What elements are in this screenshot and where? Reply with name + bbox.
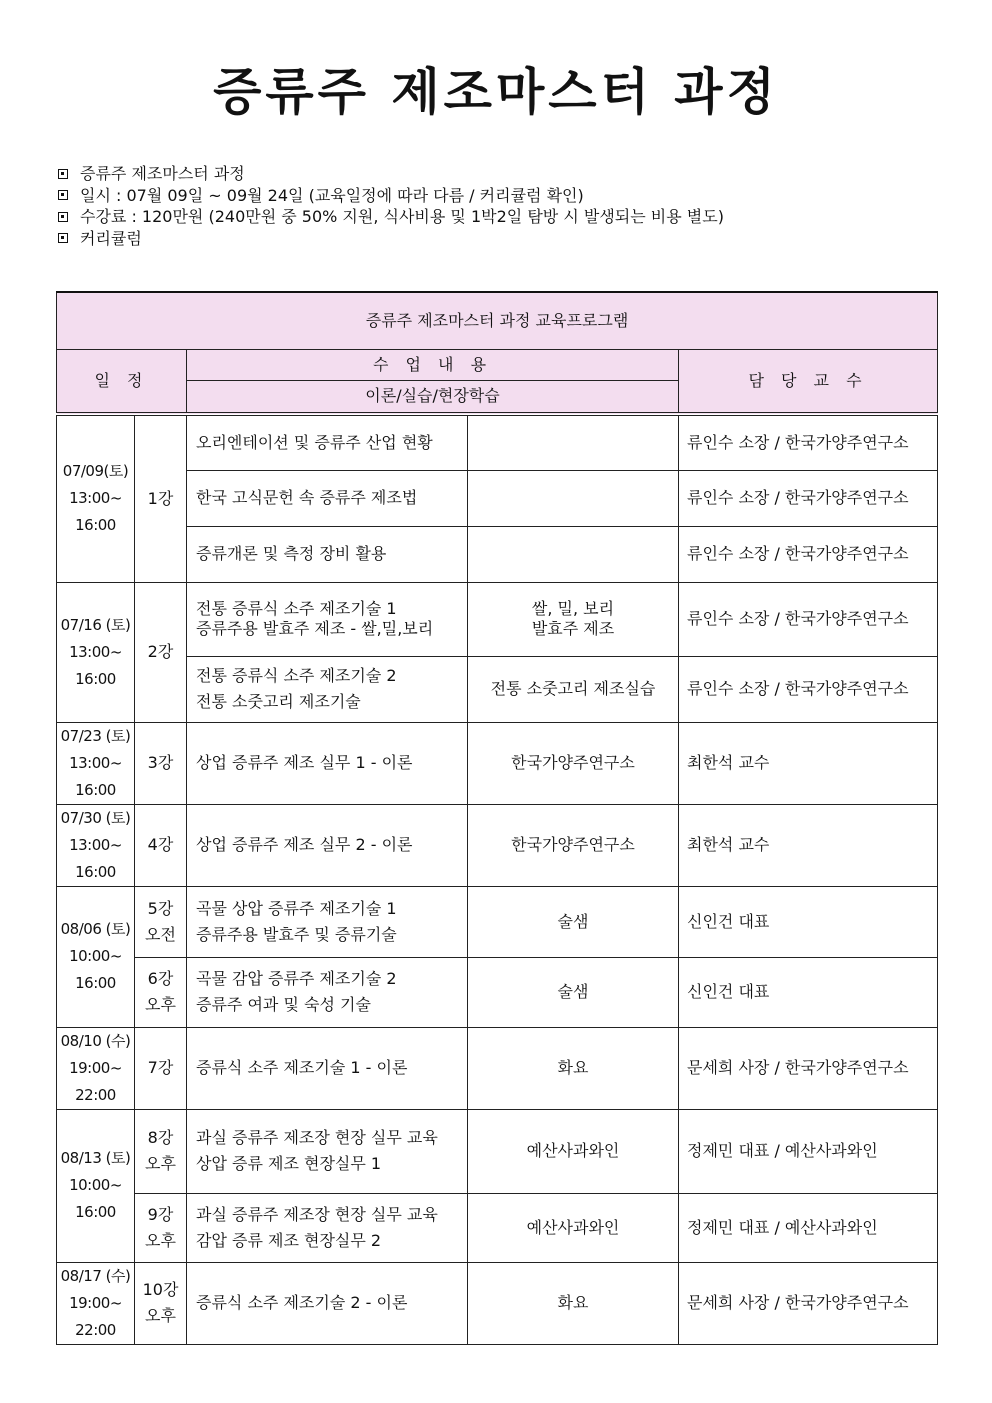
content-cell — [187, 722, 468, 804]
content-cell — [187, 656, 468, 722]
place-cell — [468, 957, 679, 1027]
content-text: 곡물 감압 증류주 제조기술 2 — [196, 969, 397, 988]
square-bullet-icon — [58, 190, 68, 200]
lecture-cell — [135, 722, 187, 804]
header-subtitle — [187, 380, 679, 414]
lecture-cell — [135, 804, 187, 886]
square-bullet-icon — [58, 169, 68, 179]
content-cell — [187, 1109, 468, 1193]
session-text: 오전 — [145, 924, 176, 944]
place-text: 쌀, 밀, 보리 — [531, 599, 615, 618]
time-text: 16:00 — [75, 780, 116, 799]
place-cell — [468, 722, 679, 804]
professor-text: 문세희 사장 / 한국가양주연구소 — [687, 1058, 909, 1077]
professor-cell — [679, 1027, 938, 1109]
place-text: 한국가양주연구소 — [511, 835, 635, 854]
date-text: 08/17 (수) — [60, 1266, 131, 1285]
professor-text: 류인수 소장 / 한국가양주연구소 — [687, 432, 909, 452]
date-text: 07/30 (토) — [60, 808, 131, 827]
table-row — [57, 1193, 938, 1262]
time-text: 16:00 — [75, 669, 116, 688]
header-schedule-text: 일 정 — [94, 370, 149, 390]
place-cell — [468, 1109, 679, 1193]
professor-text: 신인건 대표 — [687, 911, 770, 931]
professor-cell — [679, 1193, 938, 1262]
time-text: 16:00 — [75, 516, 116, 535]
content-cell — [187, 582, 468, 656]
professor-text: 류인수 소장 / 한국가양주연구소 — [687, 488, 909, 507]
place-text: 화요 — [557, 1293, 589, 1312]
header-subtitle-text: 이론/실습/현장학습 — [365, 386, 500, 406]
time-text: 13:00~ — [69, 835, 122, 854]
content-text: 전통 증류식 소주 제조기술 1 — [196, 599, 397, 618]
lecture-text: 9강 — [147, 1204, 174, 1224]
header-professor — [679, 349, 938, 414]
info-line — [58, 185, 958, 207]
professor-text: 류인수 소장 / 한국가양주연구소 — [687, 609, 909, 628]
professor-cell — [679, 804, 938, 886]
date-text: 08/10 (수) — [60, 1031, 131, 1050]
session-text: 오후 — [145, 1306, 176, 1325]
header-content-text: 수 업 내 용 — [372, 354, 493, 374]
date-text: 08/06 (토) — [60, 920, 131, 938]
session-text: 오후 — [145, 995, 176, 1014]
square-bullet-icon — [58, 233, 68, 243]
lecture-cell — [135, 1109, 187, 1193]
schedule-cell — [57, 722, 135, 804]
header-content — [187, 349, 679, 380]
time-text: 13:00~ — [69, 489, 122, 508]
info-line — [58, 206, 958, 228]
place-cell — [468, 1027, 679, 1109]
info-list — [58, 163, 958, 249]
content-cell — [187, 1027, 468, 1109]
content-cell — [187, 414, 468, 470]
schedule-cell — [57, 582, 135, 722]
date-text: 08/13 (토) — [60, 1149, 131, 1167]
professor-cell — [679, 957, 938, 1027]
professor-text: 정제민 대표 / 예산사과와인 — [687, 1217, 878, 1237]
professor-cell — [679, 414, 938, 470]
content-text: 증류주용 발효주 및 증류기술 — [196, 924, 397, 944]
table-row — [57, 414, 938, 470]
lecture-cell — [135, 414, 187, 582]
content-text: 곡물 상압 증류주 제조기술 1 — [196, 898, 397, 918]
table-row — [57, 1109, 938, 1193]
table-caption — [57, 292, 938, 349]
time-text: 16:00 — [75, 1203, 116, 1221]
time-text: 16:00 — [75, 974, 116, 992]
info-text: 커리큘럼 — [80, 228, 142, 248]
lecture-text: 8강 — [147, 1128, 174, 1147]
place-text: 술샘 — [557, 911, 589, 931]
content-text: 상업 증류주 제조 실무 2 - 이론 — [196, 835, 413, 854]
date-text: 07/23 (토) — [60, 726, 131, 745]
schedule-cell — [57, 1262, 135, 1344]
place-text: 발효주 제조 — [531, 619, 615, 638]
time-text: 10:00~ — [69, 947, 122, 965]
place-cell — [468, 582, 679, 656]
time-text: 16:00 — [75, 862, 116, 881]
schedule-cell — [57, 804, 135, 886]
time-text: 22:00 — [75, 1320, 116, 1339]
info-text: 일시 : 07월 09일 ~ 09월 24일 (교육일정에 따라 다름 / 커리큘럼 확인) — [80, 185, 584, 205]
lecture-text: 10강 — [142, 1280, 179, 1299]
place-cell — [468, 526, 679, 582]
time-text: 13:00~ — [69, 642, 122, 661]
lecture-text: 7강 — [147, 1058, 174, 1077]
time-text: 19:00~ — [69, 1293, 122, 1312]
header-professor-text: 담 당 교 수 — [748, 370, 868, 390]
content-text: 상업 증류주 제조 실무 1 - 이론 — [196, 753, 413, 772]
content-cell — [187, 886, 468, 957]
professor-text: 최한석 교수 — [687, 835, 770, 854]
lecture-text: 2강 — [147, 642, 174, 661]
info-line — [58, 228, 958, 250]
professor-text: 류인수 소장 / 한국가양주연구소 — [687, 544, 909, 563]
time-text: 10:00~ — [69, 1176, 122, 1194]
info-line — [58, 163, 958, 185]
lecture-cell — [135, 1262, 187, 1344]
place-cell — [468, 414, 679, 470]
table-row — [57, 526, 938, 582]
table-row — [57, 656, 938, 722]
table-row — [57, 582, 938, 656]
place-cell — [468, 470, 679, 526]
content-text: 과실 증류주 제조장 현장 실무 교육 — [196, 1128, 438, 1147]
lecture-text: 5강 — [147, 898, 174, 918]
place-text: 술샘 — [557, 982, 589, 1001]
time-text: 13:00~ — [69, 753, 122, 772]
table-row — [57, 722, 938, 804]
professor-text: 최한석 교수 — [687, 753, 770, 772]
professor-cell — [679, 722, 938, 804]
content-text: 한국 고식문헌 속 증류주 제조법 — [196, 488, 418, 507]
content-text: 감압 증류 제조 현장실무 2 — [196, 1230, 382, 1250]
place-cell — [468, 1193, 679, 1262]
content-cell — [187, 804, 468, 886]
professor-cell — [679, 1109, 938, 1193]
content-text: 증류주 여과 및 숙성 기술 — [196, 995, 371, 1014]
place-text: 전통 소줏고리 제조실습 — [490, 679, 656, 698]
place-text: 예산사과와인 — [526, 1141, 620, 1160]
info-text: 수강료 : 120만원 (240만원 중 50% 지원, 식사비용 및 1박2일 탐방 시 발생되는 비용 별도) — [80, 207, 724, 226]
schedule-cell — [57, 1027, 135, 1109]
document-title: 증류주 제조마스터 과정 — [213, 63, 779, 121]
content-cell — [187, 470, 468, 526]
date-text: 07/16 (토) — [60, 615, 131, 634]
content-text: 전통 증류식 소주 제조기술 2 — [196, 666, 397, 685]
content-text: 상압 증류 제조 현장실무 1 — [196, 1154, 382, 1173]
content-text: 오리엔테이션 및 증류주 산업 현황 — [196, 432, 433, 452]
schedule-cell — [57, 1109, 135, 1262]
lecture-text: 1강 — [147, 488, 174, 508]
table-row — [57, 804, 938, 886]
place-text: 한국가양주연구소 — [511, 753, 635, 772]
session-text: 오후 — [145, 1230, 176, 1250]
lecture-text: 3강 — [147, 753, 174, 772]
place-text: 예산사과와인 — [526, 1217, 620, 1237]
professor-cell — [679, 1262, 938, 1344]
curriculum-table — [56, 291, 938, 1345]
content-text: 증류개론 및 측정 장비 활용 — [196, 544, 387, 563]
professor-text: 정제민 대표 / 예산사과와인 — [687, 1141, 878, 1160]
lecture-cell — [135, 1027, 187, 1109]
professor-cell — [679, 470, 938, 526]
place-text: 화요 — [557, 1058, 589, 1077]
table-row — [57, 886, 938, 957]
lecture-cell — [135, 957, 187, 1027]
professor-cell — [679, 582, 938, 656]
session-text: 오후 — [145, 1154, 176, 1173]
schedule-cell — [57, 414, 135, 582]
place-cell — [468, 656, 679, 722]
info-text: 증류주 제조마스터 과정 — [80, 164, 245, 183]
professor-cell — [679, 656, 938, 722]
place-cell — [468, 804, 679, 886]
time-text: 19:00~ — [69, 1058, 122, 1077]
header-schedule — [57, 349, 187, 414]
table-row — [57, 1027, 938, 1109]
lecture-cell — [135, 1193, 187, 1262]
content-text: 증류식 소주 제조기술 1 - 이론 — [196, 1058, 408, 1077]
table-caption-text: 증류주 제조마스터 과정 교육프로그램 — [365, 310, 629, 330]
professor-text: 신인건 대표 — [687, 982, 770, 1001]
content-text: 증류식 소주 제조기술 2 - 이론 — [196, 1293, 408, 1312]
professor-text: 문세희 사장 / 한국가양주연구소 — [687, 1293, 909, 1312]
content-text: 증류주용 발효주 제조 - 쌀,밀,보리 — [196, 619, 434, 638]
content-text: 과실 증류주 제조장 현장 실무 교육 — [196, 1204, 438, 1224]
content-cell — [187, 957, 468, 1027]
content-cell — [187, 526, 468, 582]
content-text: 전통 소줏고리 제조기술 — [196, 692, 361, 711]
lecture-text: 4강 — [147, 835, 174, 854]
lecture-cell — [135, 582, 187, 722]
table-row — [57, 470, 938, 526]
table-row — [57, 1262, 938, 1344]
professor-cell — [679, 886, 938, 957]
content-cell — [187, 1262, 468, 1344]
date-text: 07/09(토) — [62, 462, 129, 481]
schedule-cell — [57, 886, 135, 1027]
place-cell — [468, 1262, 679, 1344]
table-row — [57, 957, 938, 1027]
square-bullet-icon — [58, 212, 68, 222]
time-text: 22:00 — [75, 1085, 116, 1104]
lecture-cell — [135, 886, 187, 957]
place-cell — [468, 886, 679, 957]
lecture-text: 6강 — [147, 969, 174, 988]
professor-text: 류인수 소장 / 한국가양주연구소 — [687, 679, 909, 698]
content-cell — [187, 1193, 468, 1262]
professor-cell — [679, 526, 938, 582]
